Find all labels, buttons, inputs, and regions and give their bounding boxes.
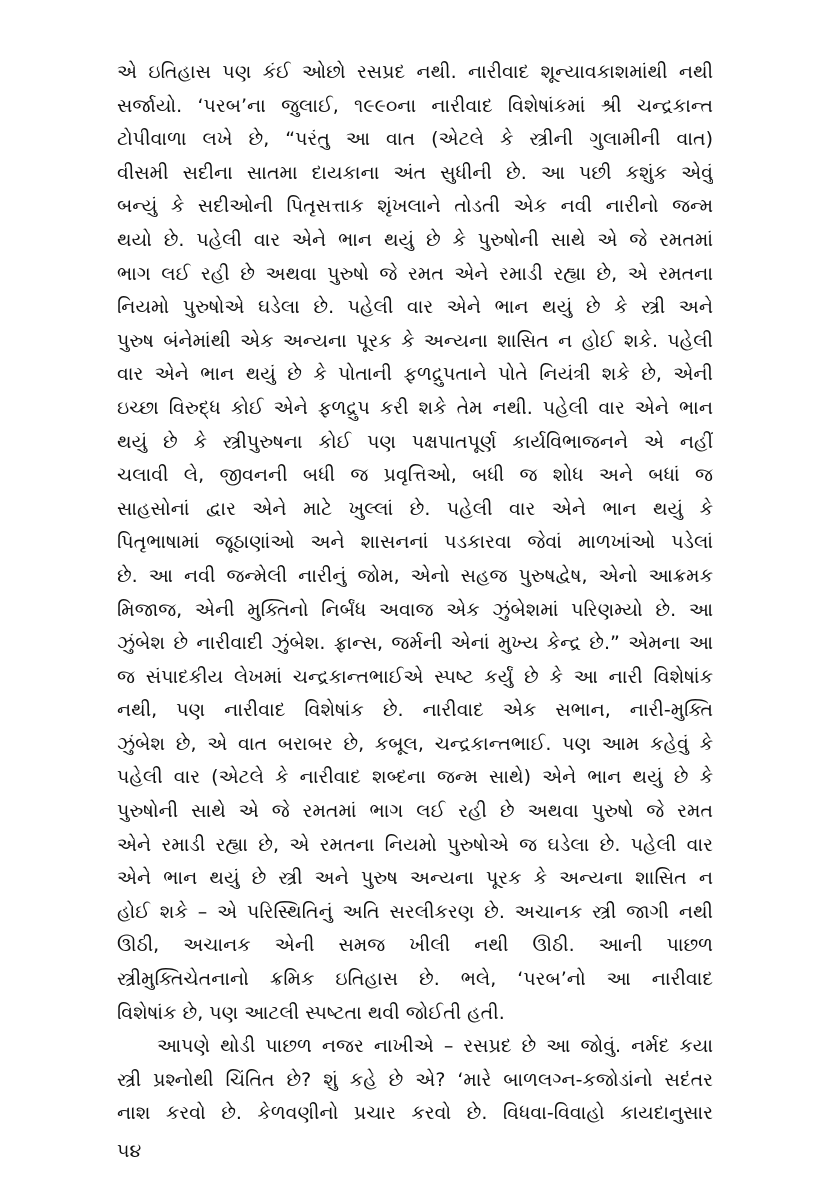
text-line: ઇચ્છા વિરુદ્ધ કોઈ એને ફળદ્રુપ કરી શકે તેમ નથી. પહેલી વાર એને ભાન — [117, 396, 713, 419]
text-line: પુરુષ બંનેમાંથી એક અન્યના પૂરક કે અન્યના શાસિત ન હોઈ શકે. પહેલી — [117, 329, 713, 352]
text-line: ઝુંબેશ છે, એ વાત બરાબર છે, કબૂલ, ચન્દ્રકાન્તભાઈ. પણ આમ કહેવું કે — [117, 732, 713, 755]
text-line: સ્ત્રી પ્રશ્નોથી ચિંતિત છે? શું કહે છે એ? ‘મારે બાળલગ્ન-કજોડાંનો સદંતર — [117, 1068, 713, 1091]
text-line: ભાગ લઈ રહી છે અથવા પુરુષો જે રમત એને રમાડી રહ્યા છે, એ રમતના — [117, 262, 713, 285]
text-line: નાશ કરવો છે. કેળવણીનો પ્રચાર કરવો છે. વિધવા-વિવાહો કાયદાનુસાર — [117, 1102, 713, 1125]
body-text — [117, 56, 713, 1131]
text-line: ટોપીવાળા લખે છે, “પરંતુ આ વાત (એટલે કે સ્ત્રીની ગુલામીની વાત) — [117, 128, 713, 151]
text-line: નથી, પણ નારીવાદ વિશેષાંક છે. નારીવાદ એક સભાન, નારી-મુક્તિ — [117, 699, 713, 722]
text-line: સર્જાયો. ‘પરબ’ના જુલાઈ, ૧૯૯૦ના નારીવાદ વિશેષાંકમાં શ્રી ચન્દ્રકાન્ત — [117, 94, 713, 117]
text-line: ઝુંબેશ છે નારીવાદી ઝુંબેશ. ફ્રાન્સ, જર્મની એનાં મુખ્ય કેન્દ્ર છે.” એમના આ — [117, 632, 713, 655]
text-line: સ્ત્રીમુક્તિચેતનાનો ક્રમિક ઇતિહાસ છે. ભલે, ‘પરબ’નો આ નારીવાદ — [117, 968, 713, 991]
text-line: થયો છે. પહેલી વાર એને ભાન થયું છે કે પુરુષોની સાથે એ જે રમતમાં — [117, 228, 713, 251]
paragraph-last-line: વિશેષાંક છે, પણ આટલી સ્પષ્ટતા થવી જોઈતી હતી. — [117, 1001, 505, 1024]
text-line: છે. આ નવી જન્મેલી નારીનું જોમ, એનો સહજ પુરુષદ્વેષ, એનો આક્રમક — [117, 564, 713, 587]
text-line: હોઈ શકે – એ પરિસ્થિતિનું અતિ સરલીકરણ છે. અચાનક સ્ત્રી જાગી નથી — [117, 900, 713, 923]
text-line: વીસમી સદીના સાતમા દાયકાના અંત સુધીની છે. આ પછી કશુંક એવું — [117, 161, 713, 184]
page-number: ૫૪ — [117, 1140, 142, 1162]
text-line: વાર એને ભાન થયું છે કે પોતાની ફળદ્રુપતાને પોતે નિયંત્રી શકે છે, એની — [117, 363, 713, 386]
text-line: એને રમાડી રહ્યા છે, એ રમતના નિયમો પુરુષોએ જ ઘડેલા છે. પહેલી વાર — [117, 833, 713, 856]
text-line: થયું છે કે સ્ત્રીપુરુષના કોઈ પણ પક્ષપાતપૂર્ણ કાર્યવિભાજનને એ નહીં — [117, 430, 713, 453]
text-line: સાહસોનાં દ્વાર એને માટે ખુલ્લાં છે. પહેલી વાર એને ભાન થયું કે — [117, 497, 713, 520]
text-line: એને ભાન થયું છે સ્ત્રી અને પુરુષ અન્યના પૂરક કે અન્યના શાસિત ન — [117, 867, 713, 890]
text-line: જ સંપાદકીય લેખમાં ચન્દ્રકાન્તભાઈએ સ્પષ્ટ કર્યું છે કે આ નારી વિશેષાંક — [117, 665, 713, 688]
text-line: ઊઠી, અચાનક એની સમજ ખીલી નથી ઊઠી. આની પાછળ — [117, 934, 713, 957]
text-line: નિયમો પુરુષોએ ઘડેલા છે. પહેલી વાર એને ભાન થયું છે કે સ્ત્રી અને — [117, 296, 713, 319]
paragraph-first-line: આપણે થોડી પાછળ નજર નાખીએ – રસપ્રદ છે આ જોવું. નર્મદ કયા — [157, 1035, 713, 1058]
text-line: ચલાવી લે, જીવનની બધી જ પ્રવૃત્તિઓ, બધી જ શોધ અને બધાં જ — [117, 464, 713, 487]
text-line: પહેલી વાર (એટલે કે નારીવાદ શબ્દના જન્મ સાથે) એને ભાન થયું છે કે — [117, 766, 713, 789]
text-line: મિજાજ, એની મુક્તિનો નિર્બંધ અવાજ એક ઝુંબેશમાં પરિણમ્યો છે. આ — [117, 598, 713, 621]
text-line: એ ઇતિહાસ પણ કંઈ ઓછો રસપ્રદ નથી. નારીવાદ શૂન્યાવકાશમાંથી નથી — [117, 61, 713, 83]
text-line: બન્યું કે સદીઓની પિતૃસત્તાક શૃંખલાને તોડતી એક નવી નારીનો જન્મ — [117, 195, 713, 218]
text-line: પુરુષોની સાથે એ જે રમતમાં ભાગ લઈ રહી છે અથવા પુરુષો જે રમત — [117, 800, 713, 823]
text-line: પિતૃભાષામાં જૂઠાણાંઓ અને શાસનનાં પડકારવા જેવાં માળખાંઓ પડેલાં — [117, 531, 713, 554]
